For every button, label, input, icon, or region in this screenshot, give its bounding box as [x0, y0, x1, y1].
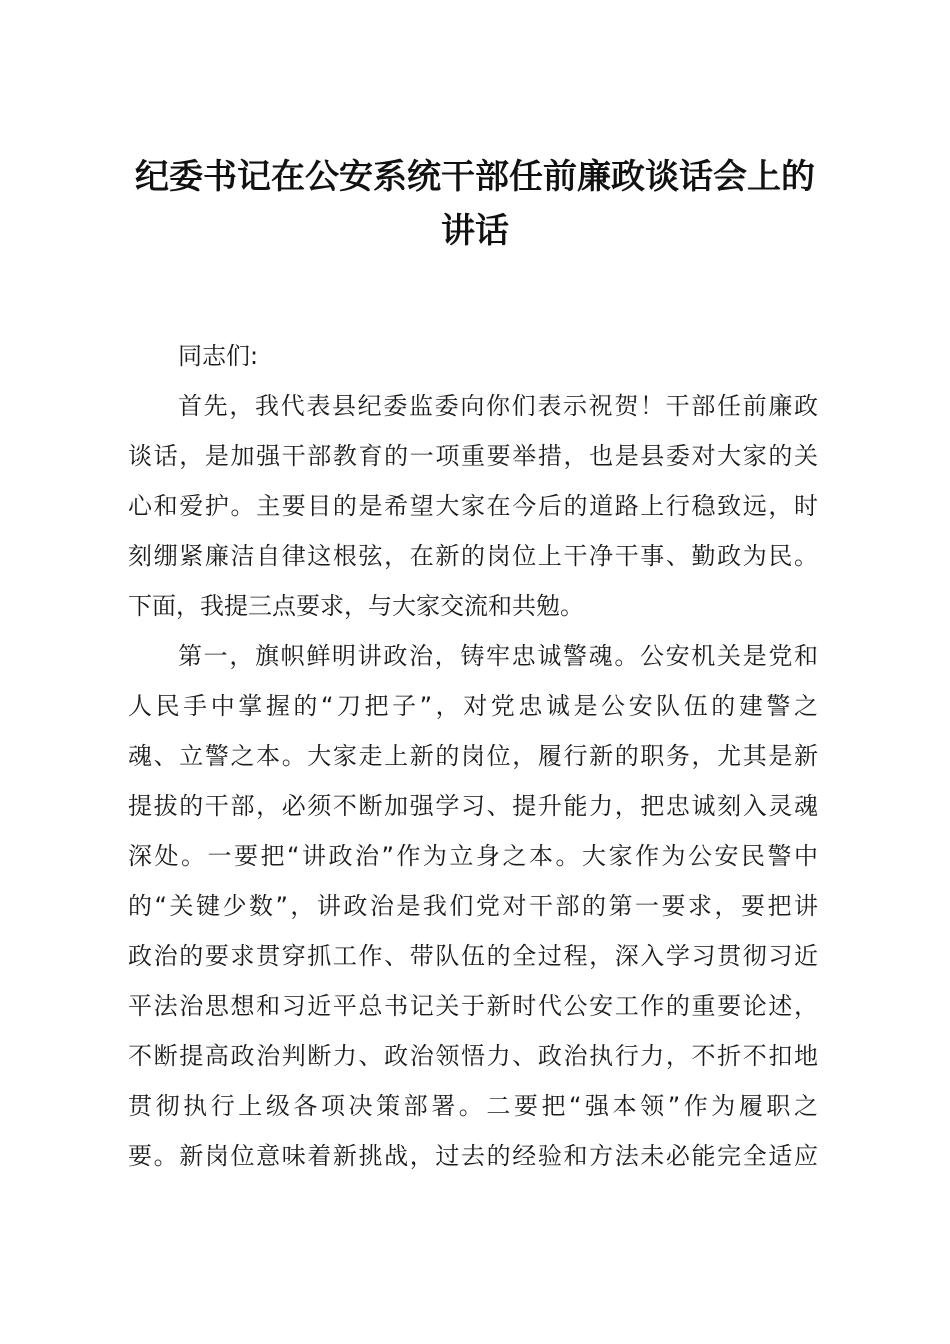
paragraph-line: 刻绷紧廉洁自律这根弦，在新的岗位上干净干事、勤政为民。 — [128, 542, 818, 570]
paragraph-line: 不断提高政治判断力、政治领悟力、政治执行力，不折不扣地 — [128, 1042, 818, 1070]
paragraph-line: 提拔的干部，必须不断加强学习、提升能力，把忠诚刻入灵魂 — [128, 792, 818, 820]
paragraph-line: 下面，我提三点要求，与大家交流和共勉。 — [128, 592, 584, 620]
paragraph-line: 心和爱护。主要目的是希望大家在今后的道路上行稳致远，时 — [128, 492, 818, 520]
paragraph-line: 要。新岗位意味着新挑战，过去的经验和方法未必能完全适应 — [128, 1142, 818, 1170]
paragraph-1 — [128, 381, 818, 631]
document-body — [128, 331, 818, 1181]
document-title — [120, 150, 830, 258]
paragraph-line: 贯彻执行上级各项决策部署。二要把“强本领”作为履职之 — [128, 1092, 818, 1120]
paragraph-line: 首先，我代表县纪委监委向你们表示祝贺！干部任前廉政 — [178, 392, 818, 420]
paragraph-line: 魂、立警之本。大家走上新的岗位，履行新的职务，尤其是新 — [128, 742, 818, 770]
paragraph-line: 谈话，是加强干部教育的一项重要举措，也是县委对大家的关 — [128, 442, 818, 470]
paragraph-line: 人民手中掌握的“刀把子”，对党忠诚是公安队伍的建警之 — [128, 692, 818, 720]
title-line: 纪委书记在公安系统干部任前廉政谈话会上的 — [135, 157, 815, 197]
paragraph-line: 政治的要求贯穿抓工作、带队伍的全过程，深入学习贯彻习近 — [128, 942, 818, 970]
paragraph-line: 深处。一要把“讲政治”作为立身之本。大家作为公安民警中 — [128, 842, 818, 870]
paragraph-line: 的“关键少数”，讲政治是我们党对干部的第一要求，要把讲 — [128, 892, 818, 920]
paragraph-2 — [128, 631, 818, 1181]
salutation: 同志们: — [178, 342, 259, 370]
title-line: 讲话 — [441, 211, 509, 251]
paragraph-line: 平法治思想和习近平总书记关于新时代公安工作的重要论述， — [128, 992, 818, 1020]
paragraph-line: 第一，旗帜鲜明讲政治，铸牢忠诚警魂。公安机关是党和 — [178, 642, 818, 670]
